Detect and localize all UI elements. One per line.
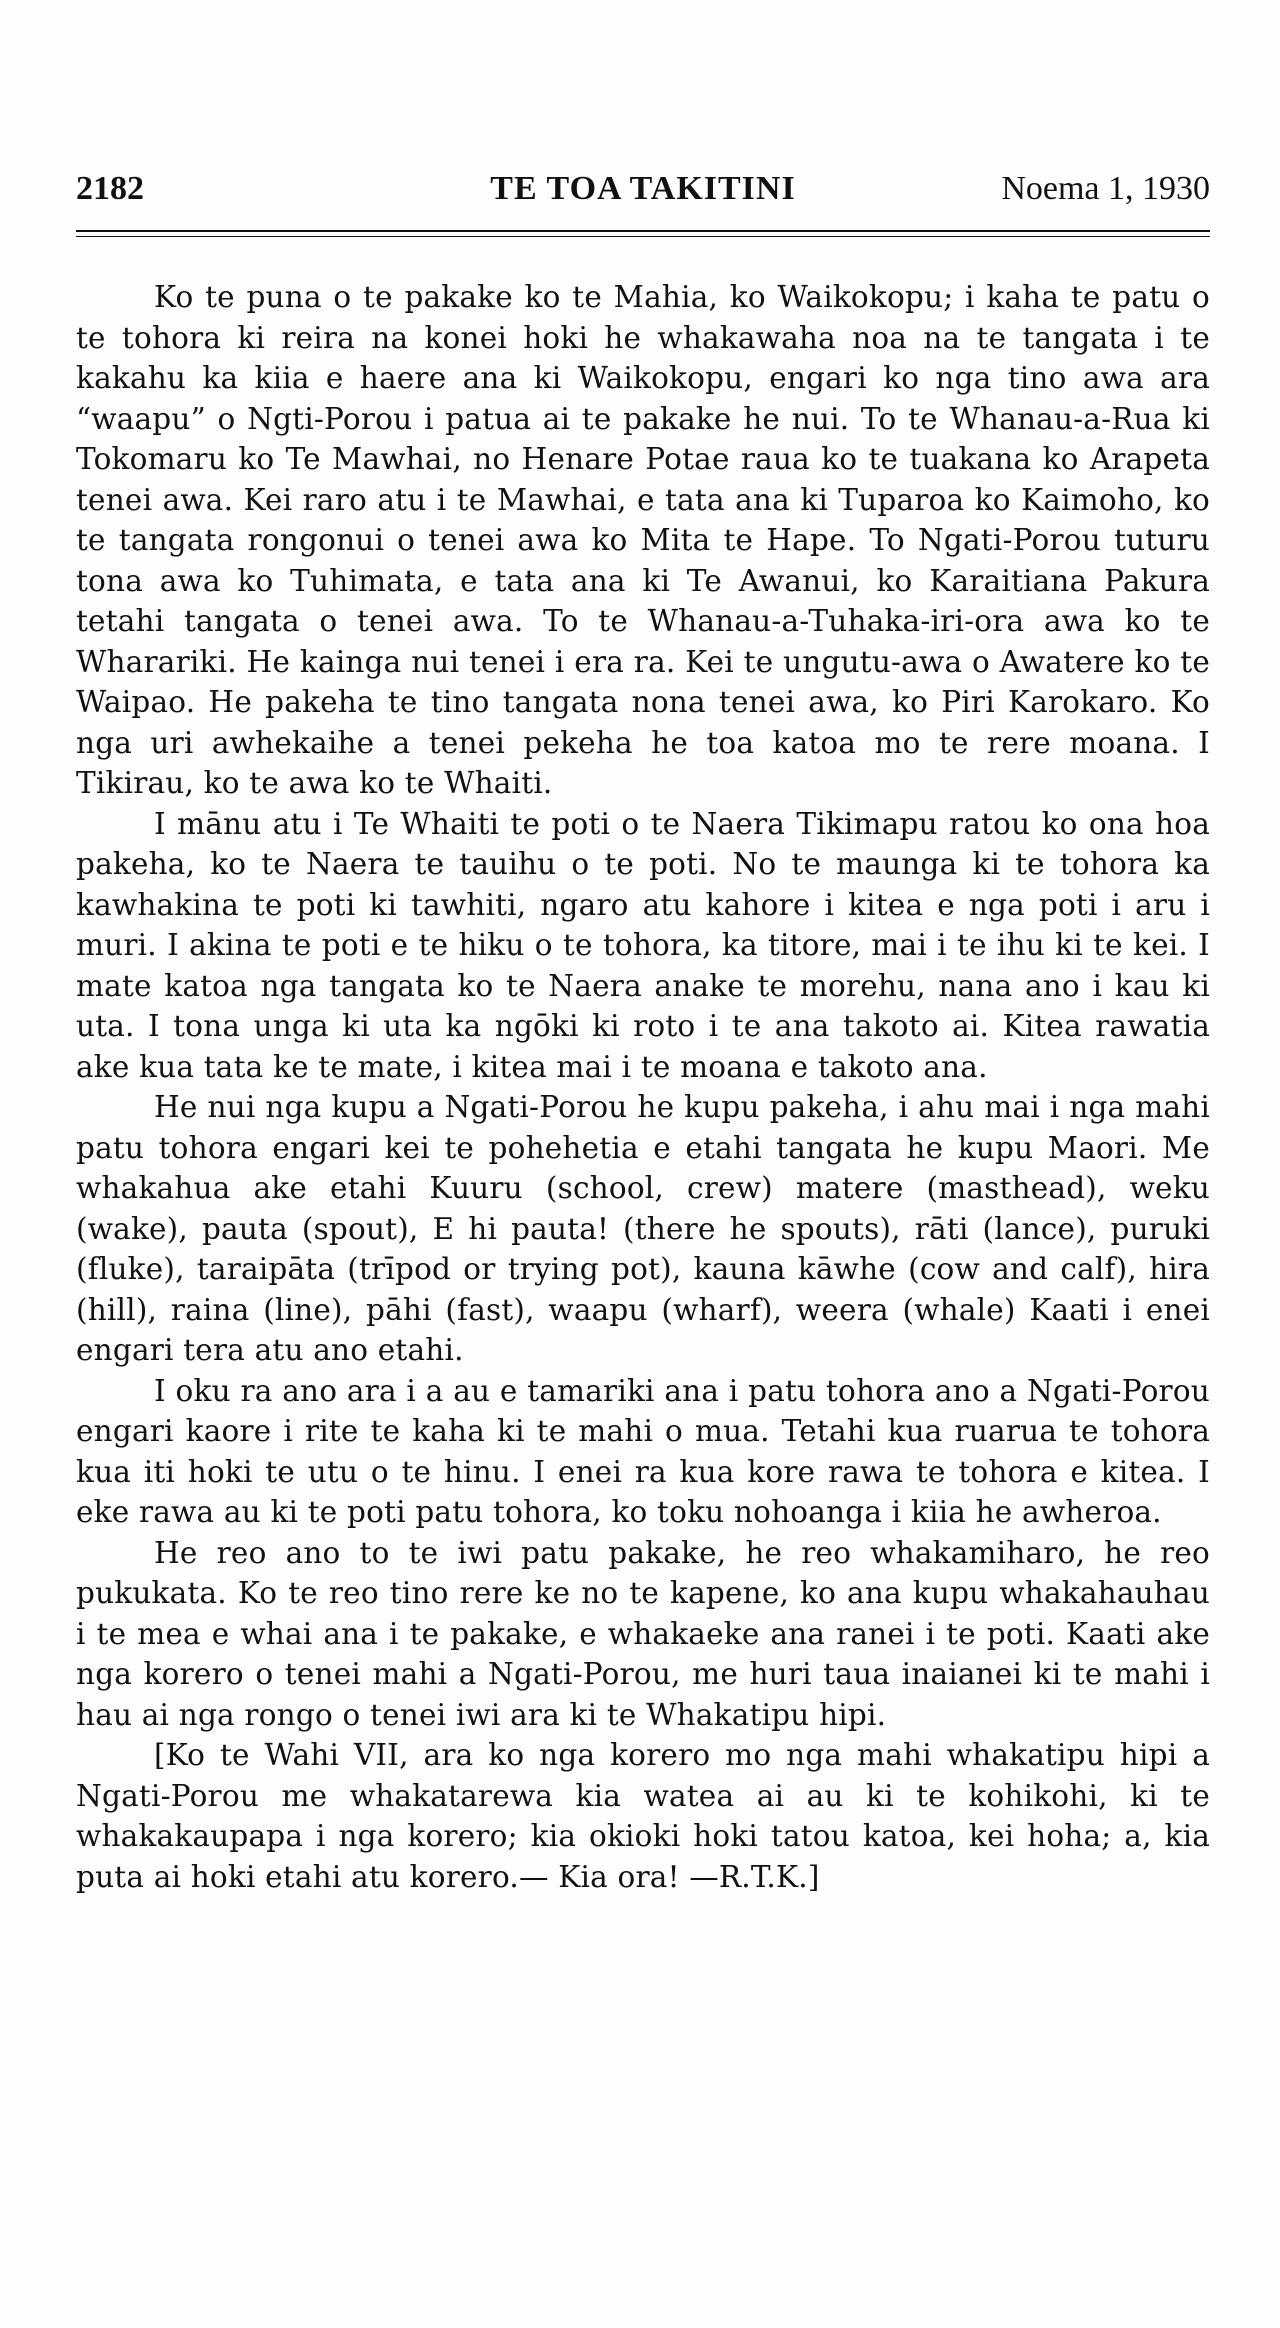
header-rule-thin: [76, 236, 1210, 237]
page-number: 2182: [76, 170, 144, 207]
header-rule: [76, 230, 1210, 232]
running-header: [76, 170, 1210, 214]
paragraph: I oku ra ano ara i a au e tamariki ana i patu tohora ano a Ngati-Porou engari kaore i rite te kaha ki te mahi o mua. Tetahi kua ruarua te tohora kua iti hoki te utu o te hinu. I enei ra kua kore rawa te tohora e kitea. I eke rawa au ki te poti patu tohora, ko toku nohoanga i kiia he awheroa.: [76, 1373, 1210, 1529]
journal-title: TE TOA TAKITINI: [490, 170, 796, 207]
issue-date: Noema 1, 1930: [1001, 170, 1210, 207]
editor-note: [Ko te Wahi VII, ara ko nga korero mo nga mahi whakatipu hipi a Ngati-Porou me whakatarewa kia watea ai au ki te kohikohi, ki te whakakaupapa i nga korero; kia okioki hoki tatou katoa, kei hoha; a, kia puta ai hoki etahi atu korero.— Kia ora! —R.T.K.]: [76, 1738, 1210, 1894]
paragraph: He nui nga kupu a Ngati-Porou he kupu pakeha, i ahu mai i nga mahi patu tohora engari kei te pohehetia e etahi tangata he kupu Maori. Me whakahua ake etahi Kuuru (school, crew) matere (masthead), weku (wake), pauta (spout), E hi pauta! (there he spouts), rāti (lance), puruki (fluke), taraipāta (trīpod or trying pot), kauna kāwhe (cow and calf), hira (hill), raina (line), pāhi (fast), waapu (wharf), weera (whale) Kaati i enei engari tera atu ano etahi.: [76, 1090, 1210, 1367]
article-body: [76, 277, 1210, 1897]
paragraph: I mānu atu i Te Whaiti te poti o te Naera Tikimapu ratou ko ona hoa pakeha, ko te Naera te tauihu o te poti. No te maunga ki te tohora ka kawhakina te poti ki tawhiti, ngaro atu kahore i kitea e nga poti i aru i muri. I akina te poti e te hiku o te tohora, ka titore, mai i te ihu ki te kei. I mate katoa nga tangata ko te Naera anake te morehu, nana ano i kau ki uta. I tona unga ki uta ka ngōki ki roto i te ana takoto ai. Kitea rawatia ake kua tata ke te mate, i kitea mai i te moana e takoto ana.: [76, 806, 1210, 1084]
page: [76, 170, 1210, 1897]
paragraph: Ko te puna o te pakake ko te Mahia, ko Waikokopu; i kaha te patu o te tohora ki reira na konei hoki he whakawaha noa na te tangata i te kakahu ka kiia e haere ana ki Waikokopu, engari ko nga tino awa ara “waapu” o Ngti-Porou i patua ai te pakake he nui. To te Whanau-a-Rua ki Tokomaru ko Te Mawhai, no Henare Potae raua ko te tuakana ko Arapeta tenei awa. Kei raro atu i te Mawhai, e tata ana ki Tuparoa ko Kaimoho, ko te tangata rongonui o tenei awa ko Mita te Hape. To Ngati-Porou tuturu tona awa ko Tuhimata, e tata ana ki Te Awanui, ko Karaitiana Pakura tetahi tangata o tenei awa. To te Whanau-a-Tuhaka-iri-ora awa ko te Wharariki. He kainga nui tenei i era ra. Kei te ungutu-awa o Awatere ko te Waipao. He pakeha te tino tangata nona tenei awa, ko Piri Karokaro. Ko nga uri awhekaihe a tenei pekeha he toa katoa mo te rere moana. I Tikirau, ko te awa ko te Whaiti.: [76, 280, 1210, 800]
paragraph: He reo ano to te iwi patu pakake, he reo whakamiharo, he reo pukukata. Ko te reo tino rere ke no te kapene, ko ana kupu whakahauhau i te mea e whai ana i te pakake, e whakaeke ana ranei i te poti. Kaati ake nga korero o tenei mahi a Ngati-Porou, me huri taua inaianei ki te mahi i hau ai nga rongo o tenei iwi ara ki te Whakatipu hipi.: [76, 1535, 1210, 1732]
